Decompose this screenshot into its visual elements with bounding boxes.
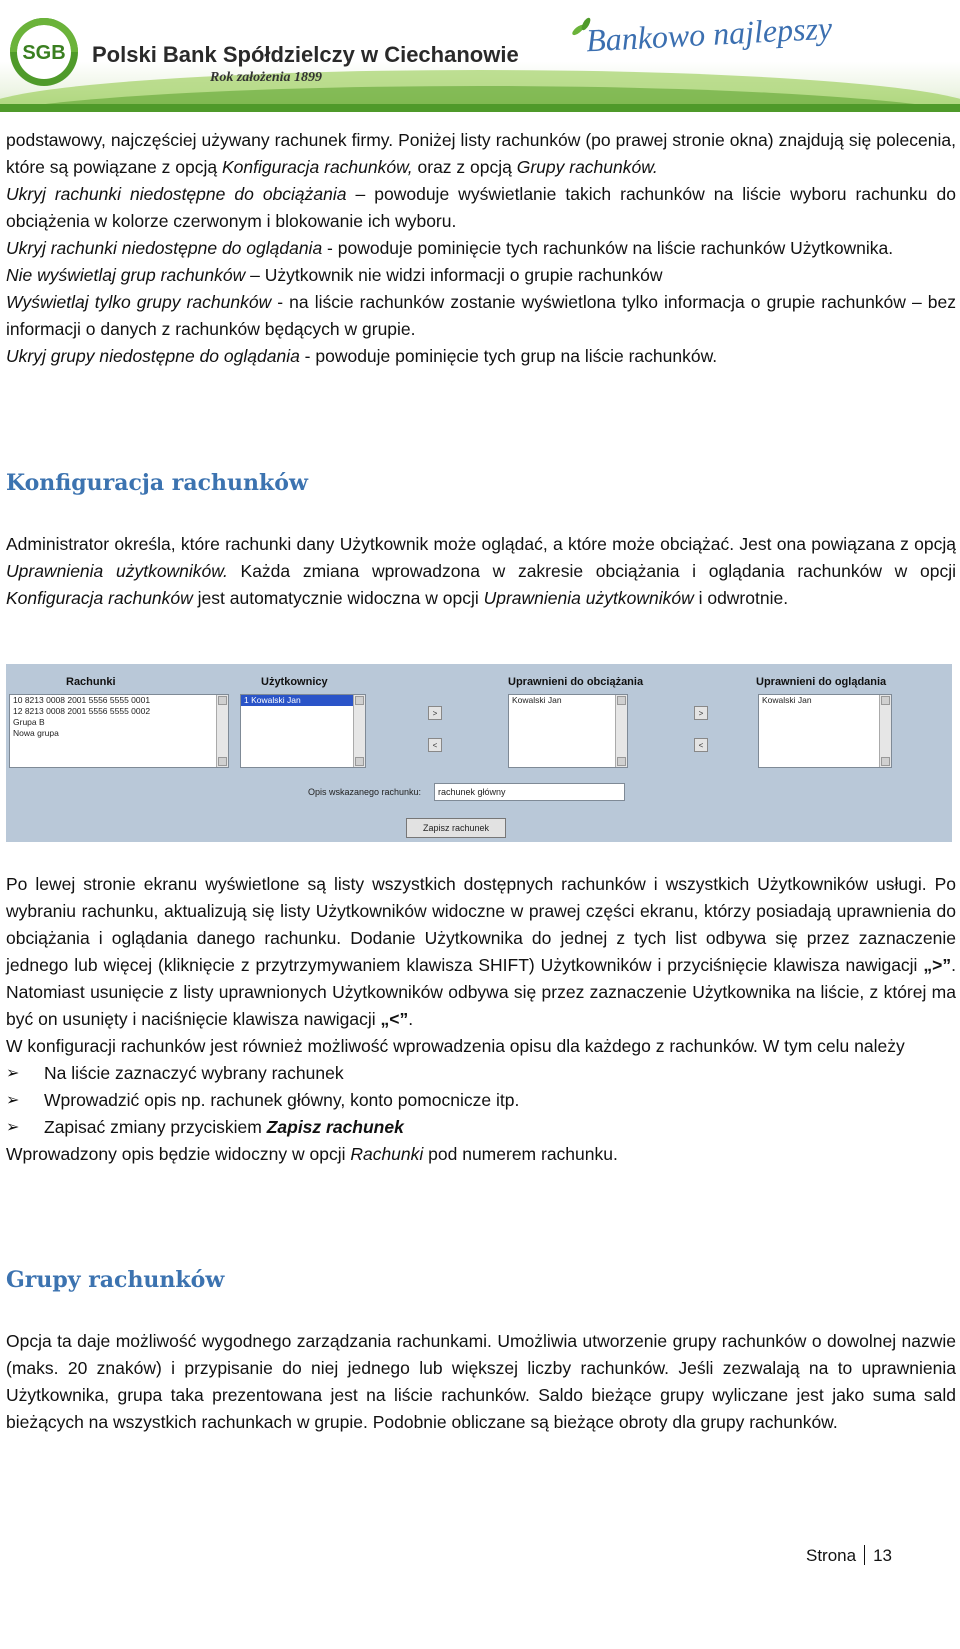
- section2-text: [6, 871, 956, 1168]
- section3-text: [6, 1328, 956, 1436]
- col-title-view: Uprawnieni do oglądania: [756, 676, 887, 688]
- col-title-users: Użytkownicy: [261, 676, 328, 688]
- scrollbar[interactable]: [879, 695, 891, 767]
- add-view-button[interactable]: >: [694, 706, 708, 720]
- option-hide-debit: Ukryj rachunki niedostępne do obciążania – powoduje wyświetlanie takich rachunków na liście wyboru rachunku do obciążenia w kolorze czerwonym i blokowanie ich wyboru.: [6, 184, 956, 231]
- scrollbar[interactable]: [615, 695, 627, 767]
- list-item[interactable]: 1 Kowalski Jan: [241, 695, 354, 706]
- section1-text: [6, 531, 956, 612]
- svg-text:SGB: SGB: [22, 42, 66, 64]
- list-item[interactable]: Kowalski Jan: [762, 695, 812, 705]
- heading-account-config: Konfiguracja rachunków: [6, 470, 308, 496]
- col-title-debit: Uprawnieni do obciążania: [508, 676, 644, 688]
- steps-list: [6, 1060, 956, 1141]
- bank-name: Polski Bank Spółdzielczy w Ciechanowie: [92, 42, 519, 67]
- banner-bar: [0, 104, 960, 112]
- page-number: 13: [873, 1546, 893, 1565]
- col-title-accounts: Rachunki: [66, 676, 116, 688]
- page-footer: [806, 1545, 892, 1566]
- footer-label: Strona: [806, 1546, 857, 1565]
- footer-separator: [864, 1545, 865, 1565]
- list-item: ➢ Zapisać zmiany przyciskiem Zapisz rachunek: [6, 1114, 956, 1141]
- save-account-button[interactable]: Zapisz rachunek: [406, 818, 506, 838]
- users-listbox[interactable]: [240, 694, 366, 768]
- header-banner: [0, 0, 960, 112]
- intro-paragraph: podstawowy, najczęściej używany rachunek firmy. Poniżej listy rachunków (po prawej stronie okna) znajdują się polecenia, które są powiązane z opcją Konfiguracja rachunków, oraz z opcją Grupy rachunków.: [6, 130, 956, 177]
- option-groups-only: Wyświetlaj tylko grupy rachunków - na liście rachunków zostanie wyświetlona tylko informacja o grupie rachunków – bez informacji o danych z rachunków będących w grupie.: [6, 292, 956, 339]
- scrollbar[interactable]: [353, 695, 365, 767]
- option-no-groups: Nie wyświetlaj grup rachunków – Użytkownik nie widzi informacji o grupie rachunków: [6, 265, 663, 285]
- arrow-bullet-icon: ➢: [6, 1092, 20, 1109]
- list-item[interactable]: 12 8213 0008 2001 5556 5555 0002: [13, 706, 151, 716]
- option-hide-groups: Ukryj grupy niedostępne do oglądania - powoduje pominięcie tych grup na liście rachunków.: [6, 346, 718, 366]
- remove-view-button[interactable]: <: [694, 738, 708, 752]
- heading-account-groups: Grupy rachunków: [6, 1267, 225, 1293]
- description-label: Opis wskazanego rachunku:: [308, 787, 422, 797]
- list-item[interactable]: Nowa grupa: [13, 728, 59, 738]
- section3-paragraph: Opcja ta daje możliwość wygodnego zarządzania rachunkami. Umożliwia utworzenie grupy rachunków o dowolnej nazwie (maks. 20 znaków) i przypisanie do niej jednego lub większej liczby rachunków. Jeśli zezwalają na to uprawnienia Użytkownika, grupa taka prezentowana jest na liście rachunków. Saldo bieżące grupy wyliczane jest jako suma sald bieżących na wszystkich rachunkach w grupie. Podobnie obliczane są bieżące obroty dla grupy rachunków.: [6, 1331, 956, 1432]
- view-users-listbox[interactable]: [758, 694, 892, 768]
- option-hide-view: Ukryj rachunki niedostępne do oglądania - powoduje pominięcie tych rachunków na liście rachunków Użytkownika.: [6, 238, 894, 258]
- description-input[interactable]: rachunek główny: [434, 783, 625, 801]
- account-config-screenshot: [6, 664, 952, 842]
- arrow-bullet-icon: ➢: [6, 1065, 20, 1082]
- section2-paragraph: Po lewej stronie ekranu wyświetlone są listy wszystkich dostępnych rachunków i wszystkich Użytkowników usługi. Po wybraniu rachunku, aktualizują się listy Użytkowników widoczne w prawej części ekranu, którzy posiadają uprawnienia do obciążania i oglądania danego rachunku. Dodanie Użytkownika do jednej z tych list odbywa się przez zaznaczenie jednego lub więcej (kliknięcie z przytrzymywaniem klawisza SHIFT) Użytkowników i przyciśnięcie klawisza nawigacji „>”. Natomiast usunięcie z listy uprawnionych Użytkowników odbywa się przez zaznaczenie Użytkownika na liście, z której ma być on usunięty i naciśnięcie klawisza nawigacji „<”.: [6, 874, 956, 1029]
- arrow-bullet-icon: ➢: [6, 1119, 20, 1136]
- scrollbar[interactable]: [216, 695, 228, 767]
- intro-text: [6, 127, 956, 370]
- list-item: ➢ Wprowadzić opis np. rachunek główny, konto pomocnicze itp.: [6, 1087, 956, 1114]
- list-item[interactable]: Kowalski Jan: [512, 695, 562, 705]
- list-item: ➢ Na liście zaznaczyć wybrany rachunek: [6, 1060, 956, 1087]
- accounts-listbox[interactable]: [9, 694, 229, 768]
- remove-debit-button[interactable]: <: [428, 738, 442, 752]
- section2-paragraph-3: Wprowadzony opis będzie widoczny w opcji Rachunki pod numerem rachunku.: [6, 1144, 618, 1164]
- debit-users-listbox[interactable]: [508, 694, 628, 768]
- slogan: Bankowo najlepszy: [585, 9, 833, 59]
- list-item[interactable]: Grupa B: [13, 717, 45, 727]
- add-debit-button[interactable]: >: [428, 706, 442, 720]
- sgb-logo-icon: [8, 16, 80, 88]
- section1-paragraph: Administrator określa, które rachunki dany Użytkownik może oglądać, a które może obciążać. Jest ona powiązana z opcją Uprawnienia użytkowników. Każda zmiana wprowadzona w zakresie obciążania i oglądania rachunków w opcji Konfiguracja rachunków jest automatycznie widoczna w opcji Uprawnienia użytkowników i odwrotnie.: [6, 534, 956, 608]
- bank-founded: Rok założenia 1899: [210, 70, 323, 85]
- section2-paragraph-2: W konfiguracji rachunków jest również możliwość wprowadzenia opisu dla każdego z rachunków. W tym celu należy: [6, 1036, 905, 1056]
- list-item[interactable]: 10 8213 0008 2001 5556 5555 0001: [13, 695, 151, 705]
